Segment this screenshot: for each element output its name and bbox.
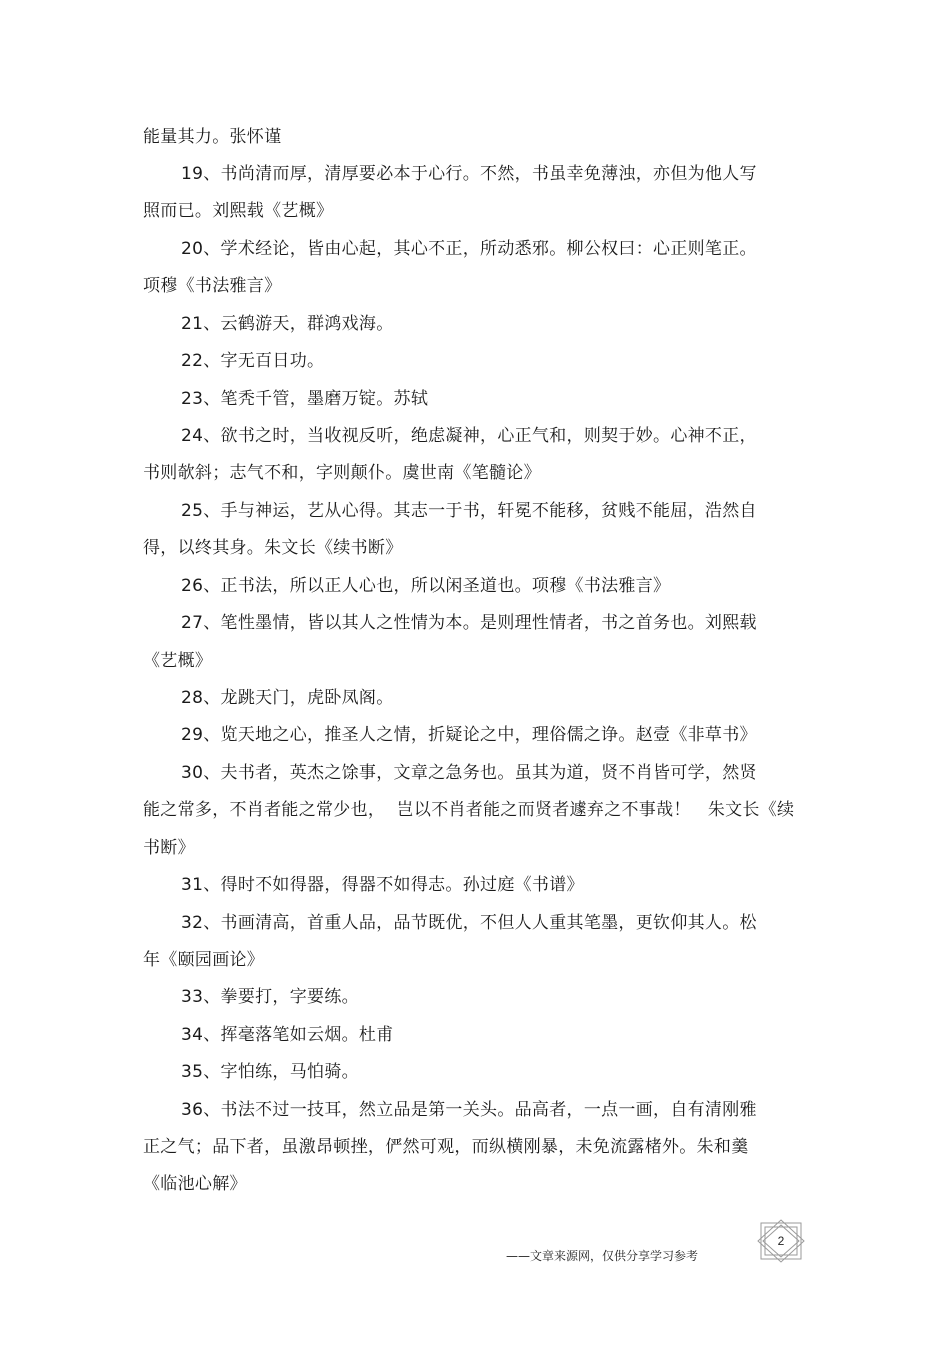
quote-23: 23、笔秃千管，墨磨万锭。苏轼 [181,389,429,409]
quote-35: 35、字怕练，马怕骑。 [181,1062,359,1082]
quote-20-line-2: 项穆《书法雅言》 [143,276,282,296]
quote-24-line-2: 书则欹斜；志气不和，字则颠仆。虞世南《笔髓论》 [143,463,541,483]
quote-30-line-2: 能之常多，不肖者能之常少也， 岂以不肖者能之而贤者遽弃之不事哉！ 朱文长《续 [143,800,795,820]
quote-27-line-2: 《艺概》 [143,651,213,671]
quote-20-line-1: 20、学术经论，皆由心起，其心不正，所动悉邪。柳公权曰：心正则笔正。 [181,239,757,259]
quote-19-line-1: 19、书尚清而厚，清厚要必本于心行。不然，书虽幸免薄浊，亦但为他人写 [181,164,757,184]
quote-22: 22、字无百日功。 [181,351,325,371]
quote-33: 33、拳要打，字要练。 [181,987,359,1007]
quote-34: 34、挥毫落笔如云烟。杜甫 [181,1025,394,1045]
quote-30-line-1: 30、夫书者，英杰之馀事，文章之急务也。虽其为道，贤不肖皆可学，然贤 [181,763,757,783]
quote-29: 29、览天地之心，推圣人之情，折疑论之中，理俗儒之诤。赵壹《非草书》 [181,725,757,745]
quote-25-line-2: 得，以终其身。朱文长《续书断》 [143,538,403,558]
quote-32-line-1: 32、书画清高，首重人品，品节既优，不但人人重其笔墨，更钦仰其人。松 [181,913,757,933]
page-number-badge [755,1219,807,1263]
quote-36-line-2: 正之气；品下者，虽激昂顿挫，俨然可观，而纵横刚暴，未免流露楮外。朱和羹 [143,1137,749,1157]
quote-36-line-1: 36、书法不过一技耳，然立品是第一关头。品高者，一点一画，自有清刚雅 [181,1100,757,1120]
quote-32-line-2: 年《颐园画论》 [143,950,265,970]
quote-24-line-1: 24、欲书之时，当收视反听，绝虑凝神，心正气和，则契于妙。心神不正， [181,426,757,446]
text-line: 能量其力。张怀谨 [143,127,282,147]
quote-27-line-1: 27、笔性墨情，皆以其人之性情为本。是则理性情者，书之首务也。刘熙载 [181,613,757,633]
quote-36-line-3: 《临池心解》 [143,1174,247,1194]
quote-19-line-2: 照而已。刘熙载《艺概》 [143,201,334,221]
quote-31: 31、得时不如得器，得器不如得志。孙过庭《书谱》 [181,875,584,895]
quote-25-line-1: 25、手与神运，艺从心得。其志一于书，轩冕不能移，贫贱不能屈，浩然自 [181,501,757,521]
footer-source-note: ——文章来源网，仅供分享学习参考 [506,1249,699,1263]
quote-26: 26、正书法，所以正人心也，所以闲圣道也。项穆《书法雅言》 [181,576,671,596]
quote-30-line-3: 书断》 [143,838,195,858]
quote-28: 28、龙跳天门，虎卧凤阁。 [181,688,394,708]
page-number: 2 [777,1234,785,1248]
quote-21: 21、云鹤游天，群鸿戏海。 [181,314,394,334]
